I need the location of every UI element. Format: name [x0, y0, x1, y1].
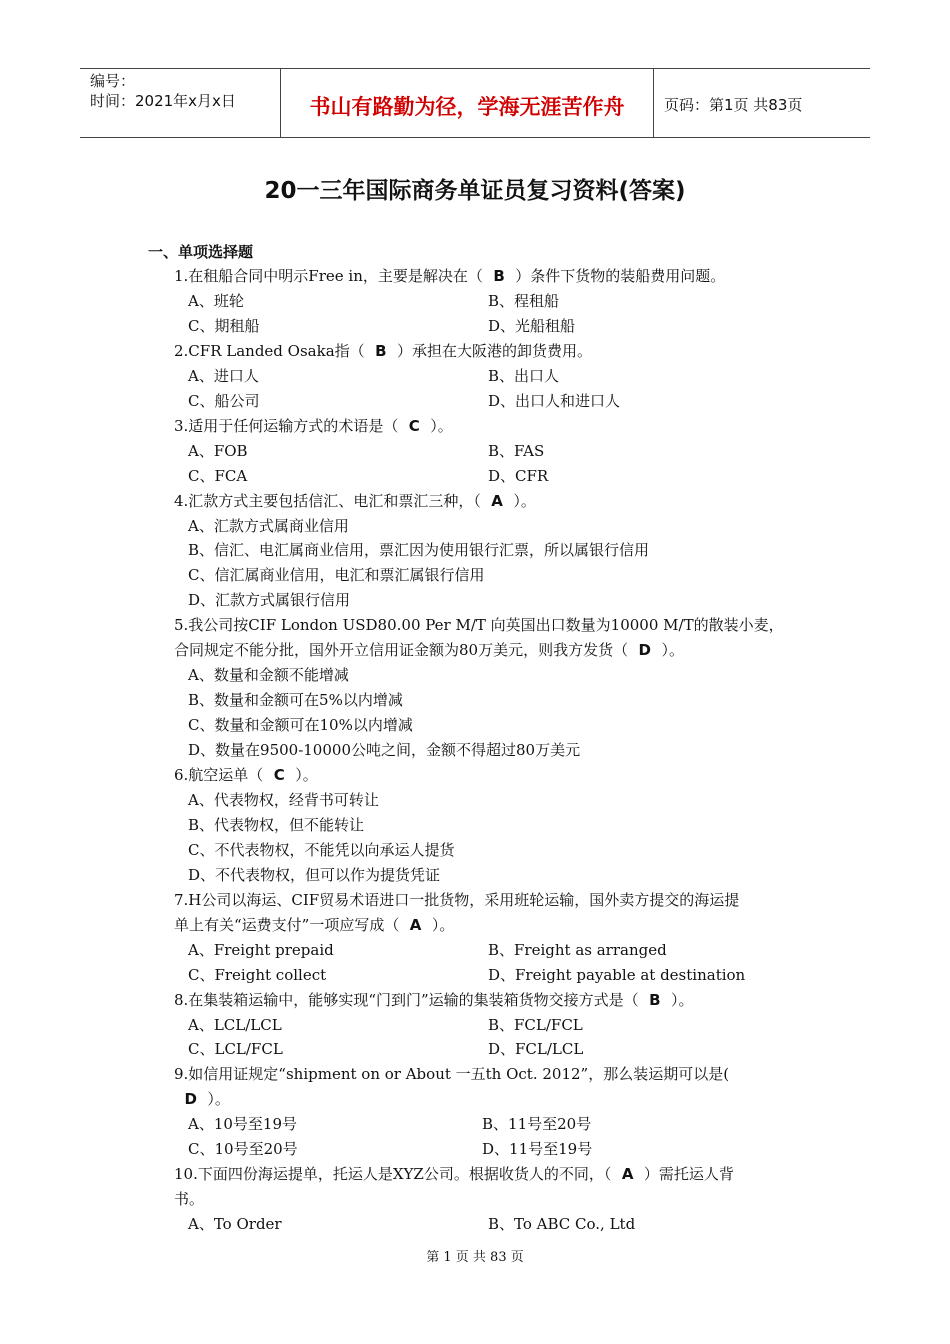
option-left: A、10号至19号 — [188, 1115, 298, 1134]
question-text-tail: ）。 — [661, 641, 684, 660]
option-left: C、Freight collect — [188, 965, 327, 984]
header-motto-cell — [281, 69, 654, 137]
date-label: 时间：2021年x月x日 — [90, 92, 236, 110]
question-text-tail: ）。 — [207, 1090, 230, 1109]
option-right: B、11号至20号 — [482, 1115, 592, 1134]
option-left: C、期租船 — [188, 316, 260, 335]
question-text: 合同规定不能分批，国外开立信用证金额为80万美元，则我方发货（ — [174, 641, 629, 660]
option-left: B、信汇、电汇属商业信用，票汇因为使用银行汇票，所以属银行信用 — [188, 541, 650, 560]
page-info: 页码：第1页 共83页 — [664, 96, 803, 114]
document-title: 20一三年国际商务单证员复习资料(答案) — [264, 178, 686, 204]
question-line: 7.H公司以海运、CIF贸易术语进口一批货物，采用班轮运输，国外卖方提交的海运提 — [174, 890, 740, 909]
answer-letter: B — [638, 990, 671, 1009]
question-line — [174, 1163, 734, 1185]
answer-letter: B — [482, 267, 516, 285]
answer-letter: C — [398, 416, 431, 435]
option-right: D、出口人和进口人 — [488, 391, 621, 410]
option-right: D、11号至19号 — [482, 1140, 593, 1159]
option-left: C、FCA — [188, 466, 248, 485]
question-text-tail: ）承担在大阪港的卸货费用。 — [396, 341, 592, 360]
question-line — [174, 914, 454, 936]
option-left: C、信汇属商业信用，电汇和票汇属银行信用 — [188, 566, 485, 585]
question-text: 8.在集装箱运输中，能够实现“门到门”运输的集装箱货物交接方式是（ — [174, 990, 639, 1009]
option-right: B、FAS — [488, 441, 545, 460]
option-right: B、Freight as arranged — [488, 940, 667, 959]
question-line: 书。 — [174, 1190, 205, 1209]
option-left: C、10号至20号 — [188, 1140, 298, 1159]
option-right: B、FCL/FCL — [488, 1015, 583, 1034]
option-left: A、班轮 — [188, 291, 244, 310]
question-line — [174, 490, 536, 512]
option-left: A、汇款方式属商业信用 — [188, 516, 349, 535]
question-line — [174, 340, 592, 362]
answer-letter: B — [364, 341, 397, 360]
question-text-tail: ）条件下货物的装船费用问题。 — [515, 267, 726, 285]
question-line — [174, 989, 694, 1011]
question-text-tail: ）需托运人背 — [643, 1165, 734, 1184]
question-line — [174, 1088, 230, 1110]
question-text: 4.汇款方式主要包括信汇、电汇和票汇三种，（ — [174, 491, 481, 510]
option-left: A、FOB — [188, 441, 248, 460]
option-right: D、FCL/LCL — [488, 1040, 584, 1059]
option-left: A、数量和金额不能增减 — [188, 666, 349, 685]
option-left: B、代表物权，但不能转让 — [188, 815, 365, 834]
option-left: C、LCL/FCL — [188, 1040, 283, 1059]
question-line — [174, 265, 725, 287]
option-left: D、汇款方式属银行信用 — [188, 591, 351, 610]
answer-letter: A — [399, 915, 432, 934]
option-right: B、程租船 — [488, 291, 560, 310]
option-left: A、To Order — [188, 1215, 282, 1234]
option-left: D、数量在9500-10000公吨之间，金额不得超过80万美元 — [188, 741, 581, 760]
answer-letter: D — [174, 1090, 208, 1109]
option-left: A、Freight prepaid — [188, 940, 334, 959]
motto: 书山有路勤为径，学海无涯苦作舟 — [309, 95, 625, 119]
question-text: 10.下面四份海运提单，托运人是XYZ公司。根据收货人的不同，（ — [174, 1165, 612, 1184]
question-text: 6.航空运单（ — [174, 766, 264, 784]
page-footer: 第 1 页 共 83 页 — [426, 1250, 524, 1265]
question-line — [174, 764, 318, 786]
header-meta-cell — [80, 69, 281, 137]
header-page-cell — [654, 69, 870, 137]
question-text-tail: ）。 — [670, 990, 694, 1009]
answer-letter: D — [628, 641, 662, 660]
number-label: 编号： — [90, 72, 136, 90]
option-right: D、Freight payable at destination — [488, 965, 746, 984]
option-left: D、不代表物权，但可以作为提货凭证 — [188, 865, 441, 884]
option-left: A、进口人 — [188, 366, 259, 385]
question-line — [174, 639, 684, 661]
question-text-tail: ）。 — [295, 766, 318, 784]
option-right: D、CFR — [488, 466, 549, 485]
answer-letter: A — [611, 1165, 644, 1184]
option-left: A、LCL/LCL — [188, 1015, 282, 1034]
option-right: D、光船租船 — [488, 316, 576, 335]
option-left: C、不代表物权，不能凭以向承运人提货 — [188, 840, 455, 859]
option-left: B、数量和金额可在5%以内增减 — [188, 691, 403, 710]
answer-letter: A — [480, 491, 514, 510]
question-text: 单上有关“运费支付”一项应写成（ — [174, 915, 400, 934]
question-text: 2.CFR Landed Osaka指（ — [174, 341, 365, 360]
question-line — [174, 415, 453, 437]
option-left: A、代表物权，经背书可转让 — [188, 790, 379, 809]
question-text-tail: ）。 — [430, 416, 453, 435]
question-text-tail: ）。 — [513, 491, 536, 510]
option-right: B、出口人 — [488, 366, 560, 385]
question-text: 3.适用于任何运输方式的术语是（ — [174, 416, 399, 435]
question-line: 9.如信用证规定“shipment on or About 一五th Oct. 2012”，那么装运期可以是( — [174, 1065, 730, 1084]
option-left: C、船公司 — [188, 391, 260, 410]
section-title: 一、单项选择题 — [148, 243, 254, 261]
answer-letter: C — [263, 766, 296, 784]
page-header — [80, 68, 870, 138]
question-text: 1.在租船合同中明示Free in，主要是解决在（ — [174, 267, 483, 285]
question-text-tail: ）。 — [431, 915, 455, 934]
option-left: C、数量和金额可在10%以内增减 — [188, 716, 413, 735]
option-right: B、To ABC Co., Ltd — [488, 1215, 636, 1234]
question-line: 5.我公司按CIF London USD80.00 Per M/T 向英国出口数量为10000 M/T的散装小麦， — [174, 616, 784, 635]
